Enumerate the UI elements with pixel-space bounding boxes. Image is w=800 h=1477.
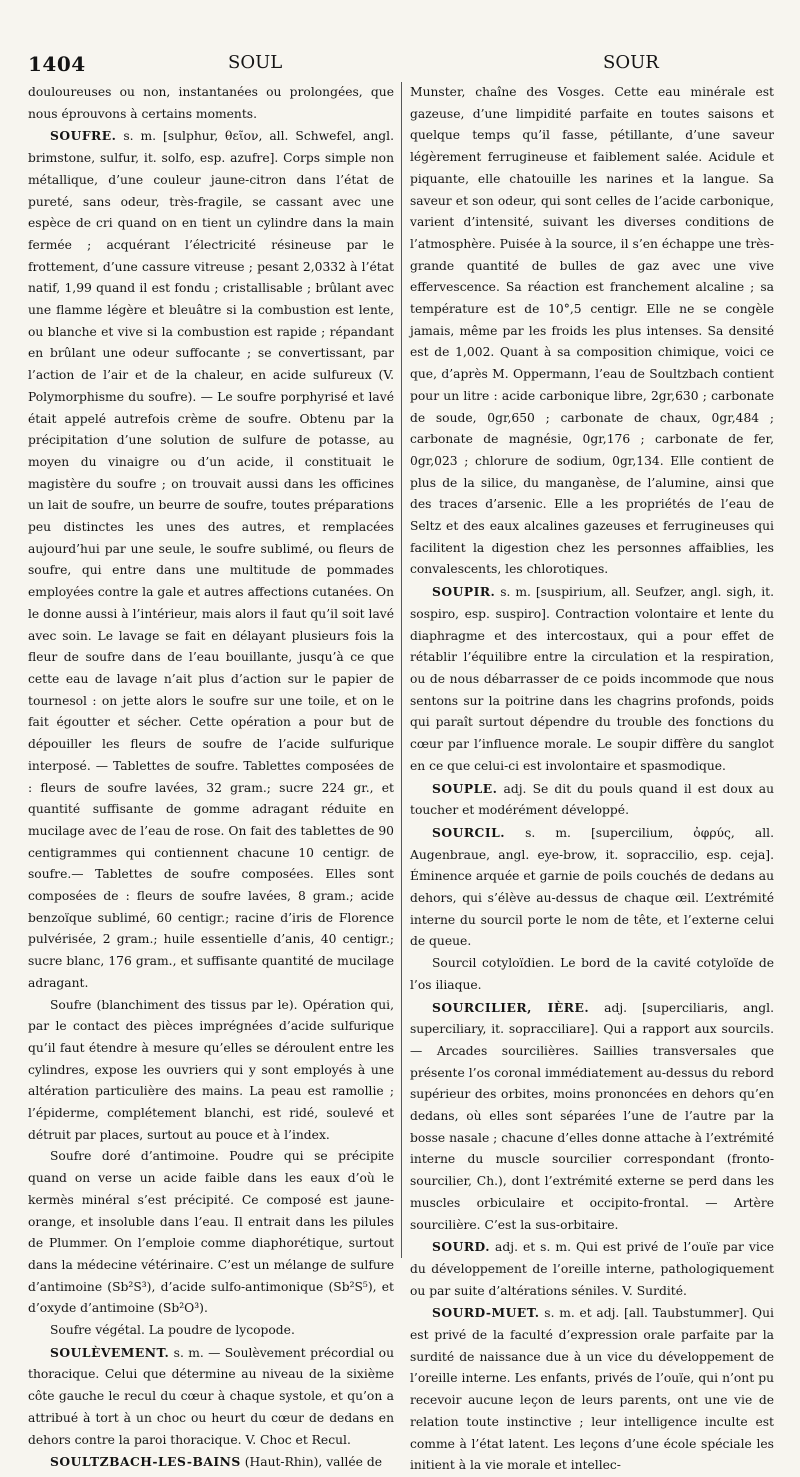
right-column — [410, 82, 774, 1473]
paragraph-continued: Munster, chaîne des Vosges. Cette eau minérale est gazeuse, d’une limpidité parfaite en toutes saisons et quelque temps qu’il fasse, pétillante, d’une saveur légèrement ferrugineuse et faiblement salée. Acidule et piquante, elle chatouille les narines et la langue. Sa saveur et son odeur, qui sont celles de l’acide carbonique, varient d’intensité, suivant les diverses conditions de l’atmosphère. Puisée à la source, il s’en échappe une très-grande quantité de bulles de gaz avec une vive effervescence. Sa réaction est franchement alcaline ; sa température est de 10°,5 centigr. Elle ne se congèle jamais, même par les froids les plus intenses. Sa densité est de 1,002. Quant à sa composition chimique, voici ce que, d’après M. Oppermann, l’eau de Soultzbach contient pour un litre : acide carbonique libre, 2gr,630 ; carbonate de soude, 0gr,650 ; carbonate de chaux, 0gr,484 ; carbonate de magnésie, 0gr,176 ; carbonate de fer, 0gr,023 ; chlorure de sodium, 0gr,134. Elle contient de plus de la silice, du manganèse, de l’alumine, ainsi que des traces d’arsenic. Elle a les propriétés de l’eau de Seltz et des eaux alcalines gazeuses et ferrugineuses qui facilitent la digestion chez les personnes affaiblies, les convalescents, les chlorotiques. — [410, 85, 774, 577]
left-column — [28, 82, 394, 1470]
entry-text: s. m. et adj. [all. Taubstummer]. Qui est privé de la faculté d’expression orale parfaite par la surdité de naissance due à un vice du développement de l’oreille interne. Les enfants, privés de l’ouïe, qui n’ont pu recevoir aucune leçon de leurs parents, ont une vie de relation toute instinctive ; leur intelligence inculte est comme à l’état latent. Les leçons d’une école spéciale les initient à la vie morale et intellec- — [410, 1306, 774, 1473]
subentry-soufre-vegetal: Soufre végétal. La poudre de lycopode. — [50, 1323, 295, 1338]
entry-text: adj. Se dit du pouls quand il est doux au toucher et modérément développé. — [410, 781, 774, 818]
entry-soulevement — [28, 1342, 394, 1452]
entry-sourcil — [410, 822, 774, 953]
entry-text: s. m. — Soulèvement précordial ou thoracique. Celui que détermine au niveau de la sixième côte gauche le recul du cœur à chaque systole, et qu’on a attribué à tort à un choc ou heurt du cœur de dedans en dehors contre la paroi thoracique. V. Choc et Recul. — [28, 1345, 394, 1447]
headword: SOURCILIER, IÈRE. — [432, 999, 590, 1015]
subentry-soufre-blanchiment: Soufre (blanchiment des tissus par le). Opération qui, par le contact des pièces imprégnées d’acide sulfurique qu’il faut étendre à mesure qu’elles se déroulent entre les cylindres, expose les ouvriers qui y sont employés à une altération particulière des mains. La peau est ramollie ; l’épiderme, complétement blanchi, est ridé, soulevé et détruit par places, surtout au pouce et à l’index. — [28, 997, 394, 1142]
entry-sourd — [410, 1236, 774, 1302]
column-divider — [401, 82, 402, 1258]
headword: SOUFRE. — [50, 128, 117, 144]
headword: SOURD-MUET. — [432, 1305, 540, 1321]
entry-sourd-muet — [410, 1302, 774, 1477]
page-header — [28, 52, 772, 78]
entry-soufre — [28, 125, 394, 994]
headword: SOUPIR. — [432, 584, 496, 600]
entry-text: (Haut-Rhin), vallée de — [244, 1455, 382, 1470]
entry-text: s. m. [supercilium, ὀφρύς, all. Augenbraue, angl. eye-brow, it. sopraccilio, esp. ceja]. Éminence arquée et garnie de poils couchés de dedans au dehors, qui s’élève au-dessus de chaque œil. L’extrémité interne du sourcil porte le nom de tête, et l’externe celui de queue. — [410, 825, 774, 949]
subentry-sourcil-cotyloidien: Sourcil cotyloïdien. Le bord de la cavité cotyloïde de l’os iliaque. — [410, 956, 774, 992]
headword: SOURD. — [432, 1239, 491, 1255]
entry-souple — [410, 778, 774, 822]
entry-text: adj. [superciliaris, angl. superciliary, it. sopracciliare]. Qui a rapport aux sourcils. — Arcades sourcilières. Saillies transversales que présente l’os coronal immédiatement au-dessus du rebord supérieur des orbites, moins prononcées en dehors qu’en dedans, où elles sont séparées l’une de l’autre par la bosse nasale ; chacune d’elles donne attache à l’extrémité interne du muscle sourcilier correspondant (fronto-sourcilier, Ch.), dont l’extrémité externe se perd dans les muscles orbiculaire et occipito-frontal. — Artère sourcilière. C’est la sus-orbitaire. — [410, 1000, 774, 1232]
headword: SOUPLE. — [432, 780, 498, 796]
entry-text: s. m. [suspirium, all. Seufzer, angl. sigh, it. sospiro, esp. suspiro]. Contraction volontaire et lente du diaphragme et des intercostaux, qui a pour effet de rétablir l’équilibre entre la circulation et la respiration, ou de nous débarrasser de ce poids incommode que nous sentons sur la poitrine dans les chagrins profonds, poids qui paraît surtout dépendre du trouble des fonctions du cœur par l’influence morale. Le soupir diffère du sanglot en ce que celui-ci est involontaire et spasmodique. — [410, 585, 774, 773]
entry-sourcilier — [410, 997, 774, 1237]
subentry-soufre-dore: Soufre doré d’antimoine. Poudre qui se précipite quand on verse un acide faible dans les eaux d’où le kermès minéral s’est précipité. Ce composé est jaune-orange, et insoluble dans l’eau. Il entrait dans les pilules de Plummer. On l’emploie comme diaphorétique, surtout dans la médecine vétérinaire. C’est un mélange de sulfure d’antimoine (Sb²S³), d’acide sulfo-antimonique (Sb²S⁵), et d’oxyde d’antimoine (Sb²O³). — [28, 1149, 394, 1316]
entry-soultzbach — [28, 1451, 394, 1474]
paragraph-continued: douloureuses ou non, instantanées ou prolongées, que nous éprouvons à certains moments. — [28, 85, 394, 121]
headword: SOULÈVEMENT. — [50, 1344, 170, 1360]
page-number: 1404 — [28, 52, 86, 76]
headword: SOULTZBACH-LES-BAINS — [50, 1454, 241, 1470]
entry-text: s. m. [sulphur, θεῖον, all. Schwefel, angl. brimstone, sulfur, it. solfo, esp. azufre]. Corps simple non métallique, d’une couleur jaune-citron dans l’état de pureté, sans odeur, très-fragile, se cassant avec une espèce de cri quand on en tient un cylindre dans la main fermée ; acquérant l’électricité résineuse par le frottement, d’une cassure vitreuse ; pesant 2,0332 à l’état natif, 1,99 quand il est fondu ; cristallisable ; brûlant avec une flamme légère et bleuâtre si la combustion est lente, ou blanche et vive si la combustion est rapide ; répandant en brûlant une odeur suffocante ; se convertissant, par l’action de l’air et de la chaleur, en acide sulfureux (V. Polymorphisme du soufre). — Le soufre porphyrisé et lavé était appelé autrefois crème de soufre. Obtenu par la précipitation d’une solution de sulfure de potasse, au moyen du vinaigre ou d’un acide, il constituait le magistère du soufre ; on trouvait aussi dans les officines un lait de soufre, un beurre de soufre, toutes préparations peu distinctes les unes des autres, et remplacées aujourd’hui par une seule, le soufre sublimé, ou fleurs de soufre, qui entre dans une multitude de pommades employées contre la gale et autres affections cutanées. On le donne aussi à l’intérieur, mais alors il faut qu’il soit lavé avec soin. Le lavage se fait en délayant plusieurs fois la fleur de soufre dans de l’eau bouillante, jusqu’à ce que cette eau de lavage n’ait plus d’action sur le papier de tournesol : on jette alors le soufre sur une toile, et on le fait égoutter et sécher. Cette opération a pour but de dépouiller les fleurs de soufre de l’acide sulfurique interposé. — Tablettes de soufre. Tablettes composées de : fleurs de soufre lavées, 32 gram.; sucre 224 gr., et quantité suffisante de gomme adragant réduite en mucilage avec de l’eau de rose. On fait des tablettes de 90 centigrammes qui contiennent chacune 10 centigr. de soufre.— Tablettes de soufre composées. Elles sont composées de : fleurs de soufre lavées, 8 gram.; acide benzoïque sublimé, 60 centigr.; racine d’iris de Florence pulvérisée, 2 gram.; huile essentielle d’anis, 40 centigr.; sucre blanc, 176 gram., et suffisante quantité de mucilage adragant. — [28, 129, 394, 990]
entry-soupir — [410, 581, 774, 777]
entry-text: adj. et s. m. Qui est privé de l’ouïe par vice du développement de l’oreille interne, pathologiquement ou par suite d’altérations séniles. V. Surdité. — [410, 1240, 774, 1298]
headword: SOURCIL. — [432, 824, 506, 840]
running-head-left: SOUL — [228, 52, 283, 73]
running-head-right: SOUR — [603, 52, 659, 73]
